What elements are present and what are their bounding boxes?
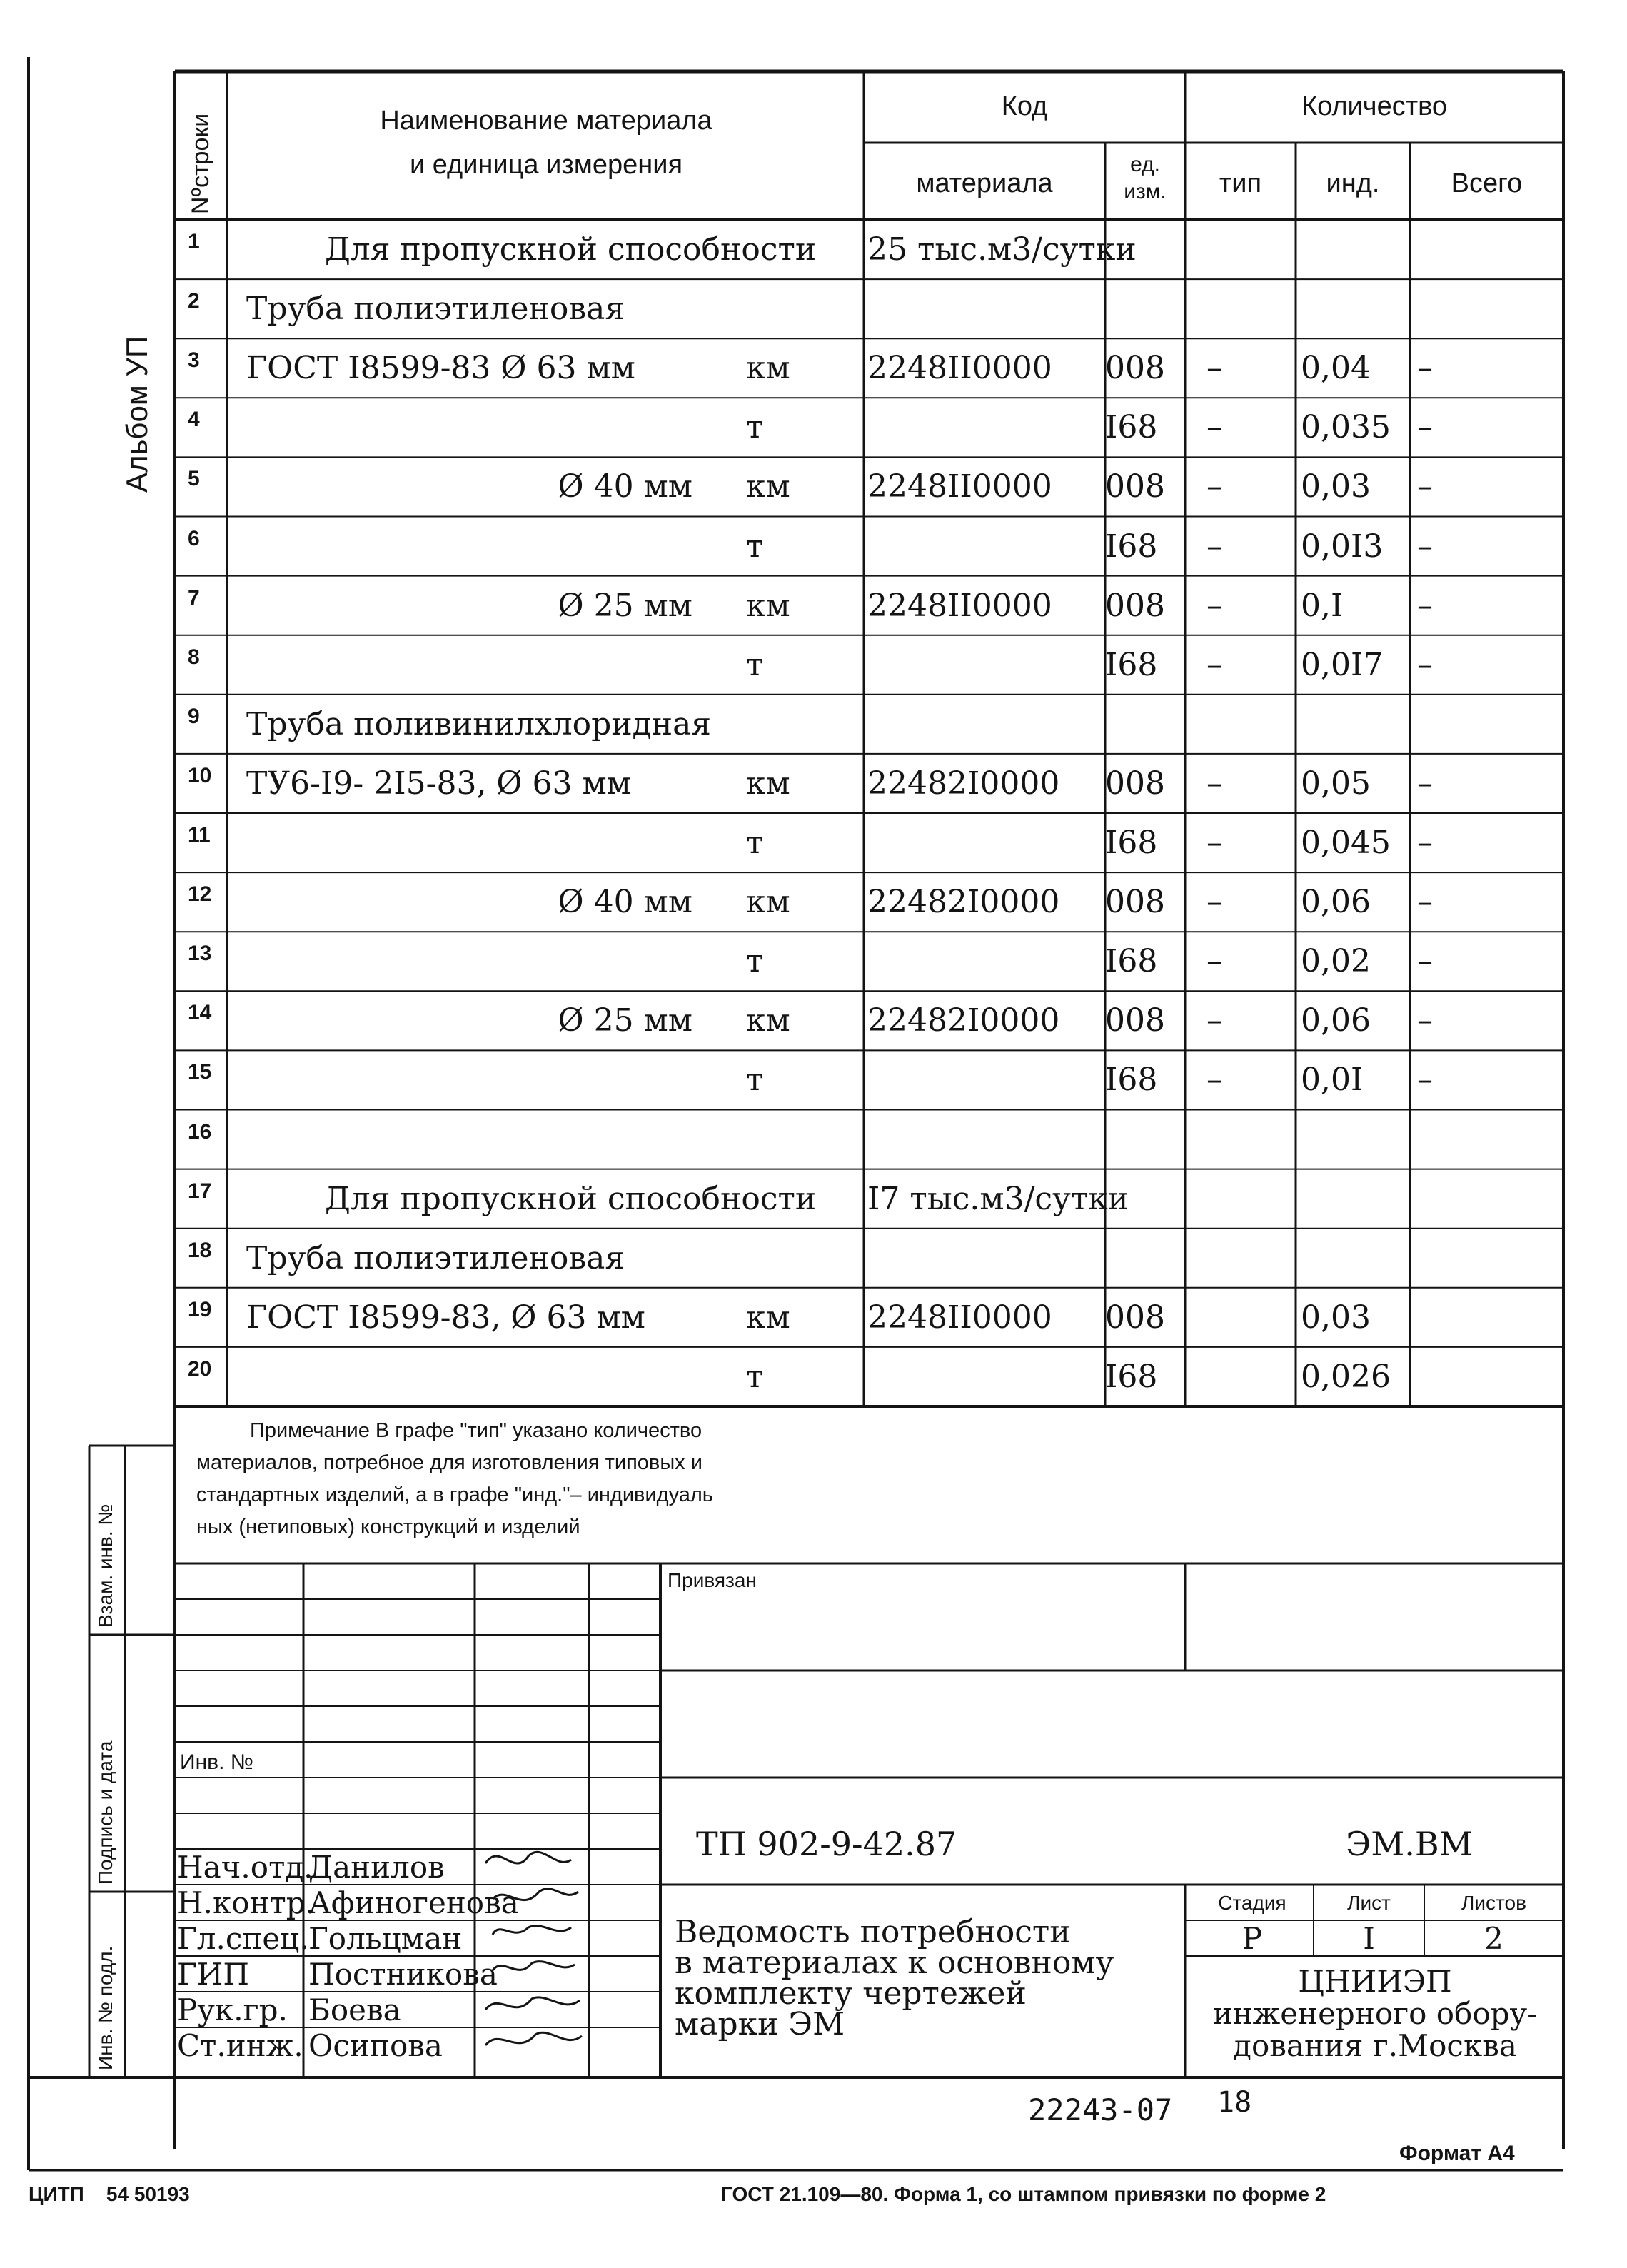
header-qty-type: тип bbox=[1219, 168, 1262, 198]
stamp-org-line1: ЦНИИЭП bbox=[1298, 1964, 1452, 1999]
row-unit-code: 008 bbox=[1105, 587, 1165, 624]
stamp-stage: Р bbox=[1241, 1921, 1263, 1956]
row-qty-total: – bbox=[1417, 350, 1433, 387]
stamp-person-role: Рук.гр. bbox=[177, 1992, 288, 2027]
row-qty-total: – bbox=[1417, 468, 1433, 505]
stamp-privyazan: Привязан bbox=[668, 1569, 757, 1591]
row-name: Для пропускной способности bbox=[325, 1180, 817, 1217]
note-line1: Примечание В графе "тип" указано количество bbox=[250, 1419, 702, 1442]
row-unit: км bbox=[746, 884, 790, 921]
row-unit: т bbox=[746, 409, 764, 446]
row-qty-total: – bbox=[1417, 825, 1433, 861]
stamp-sheets-label: Листов bbox=[1461, 1892, 1526, 1914]
note-line3: стандартных изделий, а в графе "инд."– индивидуаль bbox=[196, 1483, 713, 1506]
row-qty-type: – bbox=[1207, 1002, 1222, 1039]
stamp-title-line3: комплекту чертежей bbox=[675, 1975, 1027, 2012]
stamp-org-line3: дования г.Москва bbox=[1233, 2028, 1517, 2063]
side-label-podpis: Подпись и дата bbox=[94, 1740, 116, 1885]
row-qty-type: – bbox=[1207, 468, 1222, 505]
row-unit: т bbox=[746, 943, 764, 980]
row-number: 19 bbox=[188, 1297, 212, 1321]
row-name: Ø 25 мм bbox=[558, 587, 692, 624]
row-qty-ind: 0,0I3 bbox=[1301, 528, 1384, 565]
row-qty-ind: 0,03 bbox=[1301, 1299, 1371, 1336]
header-quantity: Количество bbox=[1301, 91, 1448, 121]
row-qty-type: – bbox=[1207, 825, 1222, 861]
row-qty-ind: 0,026 bbox=[1301, 1358, 1391, 1395]
row-unit-code: I68 bbox=[1105, 646, 1158, 683]
row-material-code: 2248II0000 bbox=[867, 587, 1052, 624]
row-name: ГОСТ I8599-83, Ø 63 мм bbox=[246, 1299, 645, 1336]
row-number: 11 bbox=[188, 823, 211, 847]
row-qty-type: – bbox=[1207, 884, 1222, 921]
row-unit: км bbox=[746, 587, 790, 624]
row-material-code: 25 тыс.м3/сутки bbox=[867, 231, 1137, 268]
side-label-vzam: Взам. инв. № bbox=[94, 1503, 116, 1628]
row-unit-code: 008 bbox=[1105, 468, 1165, 505]
footer-format: Формат А4 bbox=[1399, 2142, 1515, 2165]
row-name: Ø 40 мм bbox=[558, 468, 692, 505]
stamp-person-name: Данилов bbox=[308, 1850, 445, 1885]
row-qty-ind: 0,05 bbox=[1301, 765, 1371, 802]
header-qty-ind: инд. bbox=[1326, 168, 1380, 198]
header-code: Код bbox=[1001, 91, 1048, 121]
header-row-number: Nºстроки bbox=[187, 113, 214, 214]
row-number: 5 bbox=[188, 467, 200, 491]
row-number: 12 bbox=[188, 882, 212, 907]
row-material-code: 2248II0000 bbox=[867, 468, 1052, 505]
row-qty-type: – bbox=[1207, 409, 1222, 446]
footer-left: ЦИТП 54 50193 bbox=[29, 2183, 190, 2205]
row-qty-type: – bbox=[1207, 528, 1222, 565]
row-number: 2 bbox=[188, 289, 200, 313]
stamp-person-name: Постникова bbox=[308, 1957, 498, 1992]
side-label-inv-podl: Инв. № подл. bbox=[94, 1945, 116, 2070]
row-qty-type: – bbox=[1207, 1062, 1222, 1099]
row-number: 8 bbox=[188, 645, 200, 669]
row-name: Труба полиэтиленовая bbox=[246, 1239, 625, 1276]
footer-handwritten-no: 22243-07 bbox=[1028, 2092, 1173, 2127]
stamp-sheet-label: Лист bbox=[1347, 1892, 1391, 1914]
row-material-code: 2248II0000 bbox=[867, 350, 1052, 387]
row-number: 6 bbox=[188, 526, 200, 550]
row-unit: т bbox=[746, 825, 764, 861]
row-qty-ind: 0,0I7 bbox=[1301, 646, 1384, 683]
row-qty-total: – bbox=[1417, 646, 1433, 683]
row-qty-total: – bbox=[1417, 528, 1433, 565]
row-unit-code: 008 bbox=[1105, 1002, 1165, 1039]
row-material-code: 2248II0000 bbox=[867, 1299, 1052, 1336]
row-unit: км bbox=[746, 468, 790, 505]
row-unit: т bbox=[746, 1358, 764, 1395]
row-qty-ind: 0,02 bbox=[1301, 943, 1371, 980]
row-material-code: 22482I0000 bbox=[867, 884, 1060, 921]
row-number: 10 bbox=[188, 763, 212, 787]
row-name: Для пропускной способности bbox=[325, 231, 817, 268]
row-number: 20 bbox=[188, 1356, 212, 1381]
row-number: 18 bbox=[188, 1238, 212, 1262]
stamp-person-role: Ст.инж. bbox=[177, 2028, 303, 2063]
row-number: 7 bbox=[188, 585, 200, 610]
stamp-sheets: 2 bbox=[1484, 1921, 1503, 1956]
row-unit-code: 008 bbox=[1105, 884, 1165, 921]
stamp-title-line1: Ведомость потребности bbox=[675, 1914, 1071, 1950]
header-name-line1: Наименование материала bbox=[380, 106, 712, 136]
stamp-person-name: Осипова bbox=[308, 2028, 443, 2063]
row-qty-ind: 0,045 bbox=[1301, 825, 1391, 861]
stamp-title-line2: в материалах к основному bbox=[675, 1945, 1114, 1981]
stamp-person-role: Н.контр. bbox=[177, 1885, 315, 1920]
stamp-inv-no: Инв. № bbox=[180, 1750, 253, 1774]
row-unit-code: I68 bbox=[1105, 528, 1158, 565]
row-qty-type: – bbox=[1207, 943, 1222, 980]
header-qty-total: Всего bbox=[1451, 168, 1523, 198]
row-name: Ø 25 мм bbox=[558, 1002, 692, 1039]
row-number: 14 bbox=[188, 1001, 212, 1025]
row-qty-total: – bbox=[1417, 884, 1433, 921]
footer-page-no: 18 bbox=[1217, 2086, 1252, 2119]
row-unit-code: I68 bbox=[1105, 825, 1158, 861]
stamp-person-role: Гл.спец. bbox=[177, 1921, 309, 1956]
header-name-line2: и единица измерения bbox=[409, 150, 683, 180]
row-qty-ind: 0,0I bbox=[1301, 1062, 1364, 1099]
row-material-code: 22482I0000 bbox=[867, 1002, 1060, 1039]
row-name: ТУ6-I9- 2I5-83, Ø 63 мм bbox=[246, 765, 631, 802]
row-qty-total: – bbox=[1417, 943, 1433, 980]
row-unit-code: I68 bbox=[1105, 943, 1158, 980]
row-unit: т bbox=[746, 528, 764, 565]
row-unit-code: I68 bbox=[1105, 1062, 1158, 1099]
row-name: Труба поливинилхлоридная bbox=[246, 705, 712, 742]
row-qty-ind: 0,035 bbox=[1301, 409, 1391, 446]
row-number: 15 bbox=[188, 1060, 212, 1084]
row-qty-ind: 0,04 bbox=[1301, 350, 1371, 387]
row-unit-code: I68 bbox=[1105, 409, 1158, 446]
row-number: 17 bbox=[188, 1179, 212, 1203]
stamp-person-name: Боева bbox=[308, 1992, 401, 2027]
row-qty-total: – bbox=[1417, 1062, 1433, 1099]
row-number: 9 bbox=[188, 704, 200, 728]
row-unit-code: 008 bbox=[1105, 765, 1165, 802]
row-unit: км bbox=[746, 1002, 790, 1039]
note-line2: материалов, потребное для изготовления типовых и bbox=[196, 1451, 702, 1474]
stamp-person-name: Гольцман bbox=[308, 1921, 463, 1956]
row-unit: т bbox=[746, 646, 764, 683]
stamp-mark: ЭМ.ВМ bbox=[1346, 1825, 1473, 1863]
stamp-org-line2: инженерного обору- bbox=[1212, 1996, 1538, 2031]
stamp-person-name: Афиногенова bbox=[308, 1885, 519, 1920]
stamp-title-line4: марки ЭМ bbox=[675, 2006, 845, 2042]
stamp-doc-code: ТП 902-9-42.87 bbox=[696, 1825, 957, 1863]
row-qty-total: – bbox=[1417, 587, 1433, 624]
row-name: Ø 40 мм bbox=[558, 884, 692, 921]
row-unit-code: 008 bbox=[1105, 1299, 1165, 1336]
footer-right: ГОСТ 21.109—80. Форма 1, со штампом привязки по форме 2 bbox=[721, 2183, 1326, 2205]
row-qty-type: – bbox=[1207, 646, 1222, 683]
row-qty-ind: 0,I bbox=[1301, 587, 1344, 624]
row-unit: км bbox=[746, 350, 790, 387]
row-qty-total: – bbox=[1417, 765, 1433, 802]
row-qty-total: – bbox=[1417, 409, 1433, 446]
stamp-person-role: Нач.отд. bbox=[177, 1850, 313, 1885]
row-number: 4 bbox=[188, 408, 200, 432]
row-material-code: I7 тыс.м3/сутки bbox=[867, 1180, 1129, 1217]
row-qty-ind: 0,06 bbox=[1301, 884, 1371, 921]
album-label: Альбом УП bbox=[120, 336, 153, 493]
row-unit-code: I68 bbox=[1105, 1358, 1158, 1395]
row-qty-total: – bbox=[1417, 1002, 1433, 1039]
header-code-material: материала bbox=[916, 168, 1053, 198]
row-qty-type: – bbox=[1207, 350, 1222, 387]
stamp-stage-label: Стадия bbox=[1218, 1892, 1286, 1914]
row-name: ГОСТ I8599-83 Ø 63 мм bbox=[246, 350, 635, 387]
row-qty-ind: 0,03 bbox=[1301, 468, 1371, 505]
stamp-person-role: ГИП bbox=[177, 1957, 250, 1992]
row-number: 1 bbox=[188, 230, 200, 253]
row-unit-code: 008 bbox=[1105, 350, 1165, 387]
row-qty-type: – bbox=[1207, 587, 1222, 624]
stamp-sheet: I bbox=[1363, 1921, 1375, 1956]
row-material-code: 22482I0000 bbox=[867, 765, 1060, 802]
note-line4: ных (нетиповых) конструкций и изделий bbox=[196, 1516, 580, 1538]
row-number: 16 bbox=[188, 1119, 212, 1144]
row-qty-ind: 0,06 bbox=[1301, 1002, 1371, 1039]
row-unit: т bbox=[746, 1062, 764, 1099]
row-number: 13 bbox=[188, 942, 212, 966]
header-code-unit: ед. изм. bbox=[1124, 153, 1167, 203]
row-unit: км bbox=[746, 765, 790, 802]
row-unit: км bbox=[746, 1299, 790, 1336]
row-name: Труба полиэтиленовая bbox=[246, 291, 625, 328]
row-qty-type: – bbox=[1207, 765, 1222, 802]
row-number: 3 bbox=[188, 348, 200, 373]
